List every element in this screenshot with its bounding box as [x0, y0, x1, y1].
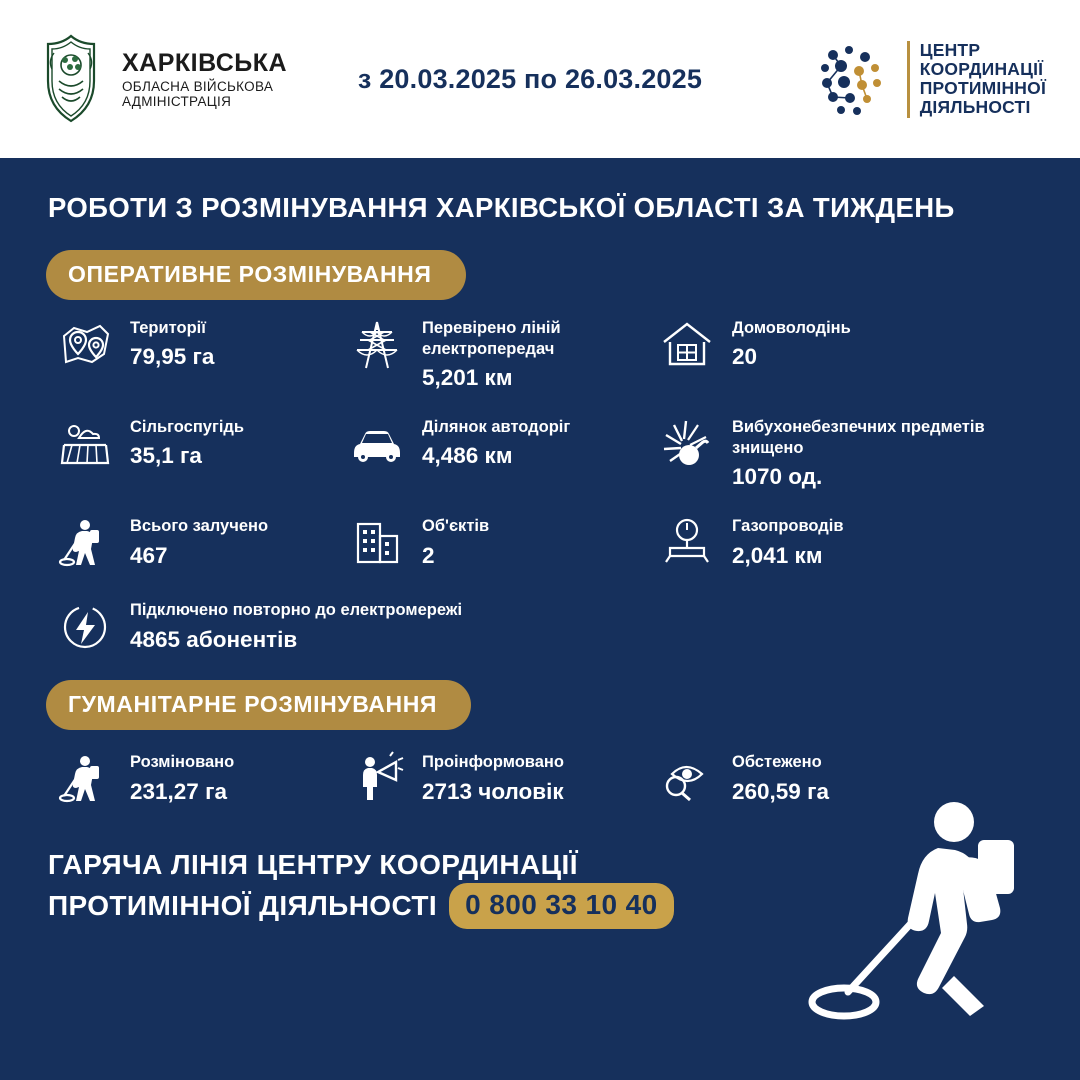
hotline-line2: ПРОТИМІННОЇ ДІЯЛЬНОСТІ	[48, 889, 438, 921]
stat-label: Обстежено	[732, 753, 822, 772]
stat-value: 2713 чоловік	[422, 778, 564, 804]
map-pins-icon	[54, 314, 116, 376]
cmac-title-line1: ЦЕНТР	[919, 39, 981, 60]
stat-objects	[346, 512, 656, 574]
hotline-line1: ГАРЯЧА ЛІНІЯ ЦЕНТРУ КООРДИНАЦІЇ	[48, 849, 578, 881]
cmac-title-line4: ДІЯЛЬНОСТІ	[919, 97, 1031, 118]
stat-value: 79,95 га	[130, 344, 215, 370]
section-title-operative: ОПЕРАТИВНЕ РОЗМІНУВАННЯ	[46, 250, 466, 300]
stat-label: Об'єктів	[422, 517, 490, 536]
stats-row	[46, 748, 1034, 810]
stat-label: Домоволодінь	[732, 319, 851, 337]
stat-label: Проінформовано	[422, 753, 564, 772]
stat-value: 4865 абонентів	[130, 626, 298, 652]
house-icon	[656, 314, 718, 376]
section-title-humanitarian: ГУМАНІТАРНЕ РОЗМІНУВАННЯ	[46, 680, 471, 730]
stats-row	[46, 512, 1034, 574]
ova-logo	[34, 33, 334, 125]
section-humanitarian	[46, 680, 1034, 810]
stat-power-lines	[346, 314, 656, 391]
stat-roads	[346, 413, 656, 475]
deminer-icon	[54, 748, 116, 810]
stat-value: 2,041 км	[732, 542, 823, 568]
stat-households	[656, 314, 986, 376]
deminer-with-detector-illustration	[802, 794, 1052, 1044]
stat-electricity-reconnected	[46, 596, 746, 658]
cmac-title-line2: КООРДИНАЦІЇ	[919, 58, 1044, 79]
stat-value: 20	[732, 344, 758, 370]
coat-of-arms-icon	[34, 33, 108, 125]
survey-eye-icon	[656, 748, 718, 810]
stat-informed	[346, 748, 656, 810]
stat-territories	[46, 314, 346, 376]
page-title: РОБОТИ З РОЗМІНУВАННЯ ХАРКІВСЬКОЇ ОБЛАСТІ ЗА ТИЖДЕНЬ	[48, 192, 955, 223]
stat-label: Розміновано	[130, 753, 235, 772]
hotline-number[interactable]: 0 800 33 10 40	[449, 883, 673, 929]
stat-label: Сільгоспугідь	[130, 418, 245, 437]
stat-gas-pipelines	[656, 512, 986, 574]
car-icon	[346, 413, 408, 475]
stat-explosives-destroyed	[656, 413, 986, 490]
cmac-logo	[746, 35, 1046, 123]
stats-row	[46, 413, 1034, 490]
date-range: з 20.03.2025 по 26.03.2025	[357, 63, 703, 94]
stats-grid-operative	[46, 314, 1034, 658]
stat-value: 4,486 км	[422, 443, 513, 469]
megaphone-icon	[346, 748, 408, 810]
buildings-icon	[346, 512, 408, 574]
stat-value: 35,1 га	[130, 443, 202, 469]
gas-pipeline-icon	[656, 512, 718, 574]
stat-label: Перевірено ліній електропередач	[422, 319, 561, 359]
deminer-icon	[54, 512, 116, 574]
stat-label: Газопроводів	[732, 517, 844, 536]
stat-value: 260,59 га	[732, 778, 829, 804]
stat-label: Вибухонебезпечних предметів знищено	[732, 418, 985, 458]
farmland-icon	[54, 413, 116, 475]
stat-personnel	[46, 512, 346, 574]
stat-value: 1070 од.	[732, 464, 823, 490]
cmac-title-line3: ПРОТИМІННОЇ	[919, 78, 1046, 98]
explosion-icon	[656, 413, 718, 475]
stat-label: Території	[130, 319, 206, 337]
stat-label: Ділянок автодоріг	[422, 418, 571, 437]
stat-value: 231,27 га	[130, 778, 227, 804]
ova-title-line3: АДМІНІСТРАЦІЯ	[122, 94, 232, 109]
ova-title-line2: ОБЛАСНА ВІЙСЬКОВА	[122, 78, 274, 94]
section-operative	[46, 250, 1034, 658]
electricity-icon	[54, 596, 116, 658]
stat-surveyed	[656, 748, 986, 810]
power-line-icon	[346, 314, 408, 376]
stat-value: 2	[422, 542, 435, 568]
header	[0, 0, 1080, 158]
stat-value: 5,201 км	[422, 365, 513, 391]
stat-farmland	[46, 413, 346, 475]
stat-label: Всього залучено	[130, 517, 269, 536]
stat-label: Підключено повторно до електромережі	[130, 601, 463, 620]
stat-value: 467	[130, 542, 168, 568]
stats-grid-humanitarian	[46, 748, 1034, 810]
stats-row	[46, 314, 1034, 391]
ova-title-line1: ХАРКІВСЬКА	[122, 48, 288, 77]
stat-demined	[46, 748, 346, 810]
dots-network-icon	[807, 35, 895, 123]
stats-row	[46, 596, 1034, 658]
